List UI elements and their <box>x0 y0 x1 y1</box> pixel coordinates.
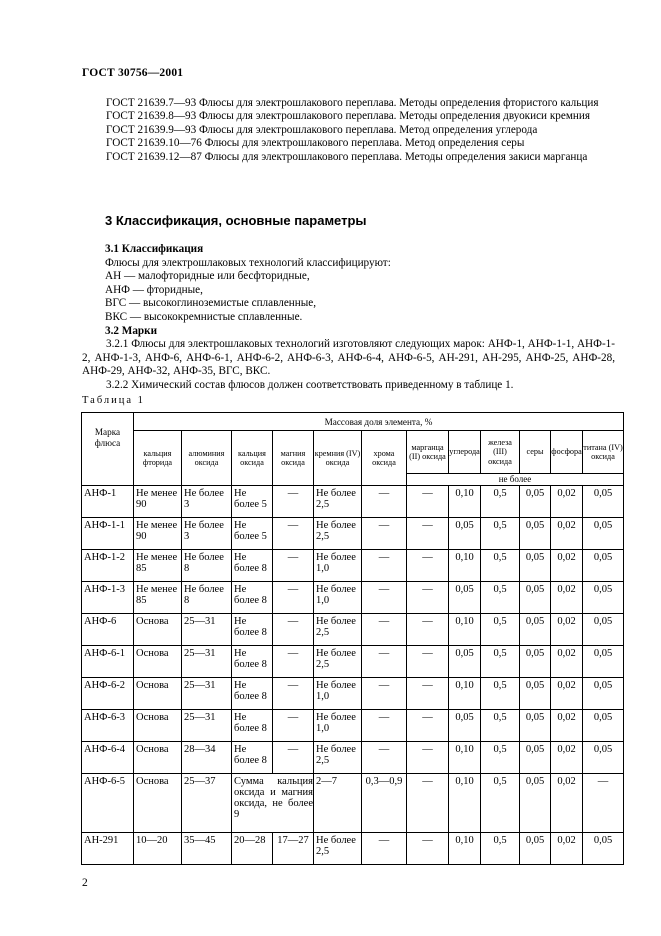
table-cell: Не более 8 <box>232 710 273 742</box>
table-cell: — <box>407 678 449 710</box>
cell-mark: АНФ-1-3 <box>82 582 134 614</box>
table-cell: 0,10 <box>449 550 481 582</box>
table-cell: Не более 2,5 <box>314 614 362 646</box>
composition-table <box>81 412 624 865</box>
table-cell: — <box>362 678 407 710</box>
table-cell: Не более 8 <box>232 646 273 678</box>
cell-mark: АНФ-1-1 <box>82 518 134 550</box>
list-item: АН — малофторидные или бесфторидные, <box>105 270 310 283</box>
table-cell: — <box>407 486 449 518</box>
table-cell: Основа <box>134 614 182 646</box>
reference-item: ГОСТ 21639.10—76 Флюсы для электрошлакового переплава. Метод определения серы <box>106 137 525 150</box>
paragraph: 3.2.1 Флюсы для электрошлаковых технологий изготовляют следующих марок: АНФ-1, АНФ-1-1, АНФ-1-2, АНФ-1-3, АНФ-6, АНФ-6-1, АНФ-6-2, АНФ-6-3, АНФ-6-4, АНФ-6-5, АН-291, АН-295, АНФ-25, АНФ-28, АНФ-29, АНФ-32, АНФ-35, ВГС, ВКС. <box>82 338 615 378</box>
table-cell: 0,02 <box>551 710 583 742</box>
table-cell: 0,05 <box>520 582 551 614</box>
table-cell: Не более 2,5 <box>314 742 362 774</box>
table-cell: — <box>273 710 314 742</box>
table-cell: 0,02 <box>551 833 583 865</box>
table-cell: 0,05 <box>449 710 481 742</box>
table-cell: 0,05 <box>520 518 551 550</box>
table-cell: — <box>362 582 407 614</box>
table-cell: — <box>273 550 314 582</box>
table-cell: Не менее 85 <box>134 582 182 614</box>
table-cell: 0,05 <box>583 518 624 550</box>
column-header: алюминия оксида <box>182 431 232 486</box>
table-row <box>82 646 624 678</box>
cell-mark: АНФ-6-2 <box>82 678 134 710</box>
table-cell: 0,5 <box>481 833 520 865</box>
table-cell: Не более 2,5 <box>314 486 362 518</box>
table-cell: 0,02 <box>551 774 583 833</box>
column-header: фосфора <box>551 431 583 474</box>
table-cell: — <box>273 518 314 550</box>
table-cell: 0,05 <box>520 614 551 646</box>
table-cell: — <box>362 486 407 518</box>
list-item: АНФ — фторидные, <box>105 283 203 296</box>
page-header: ГОСТ 30756—2001 <box>82 67 184 79</box>
column-header: марганца (II) оксида <box>407 431 449 474</box>
table-cell: — <box>362 833 407 865</box>
table-cell: 0,10 <box>449 774 481 833</box>
table-cell: 0,02 <box>551 614 583 646</box>
table-cell: 0,5 <box>481 614 520 646</box>
table-cell: 0,05 <box>520 550 551 582</box>
table-cell: 0,05 <box>449 518 481 550</box>
table-cell: 0,05 <box>449 646 481 678</box>
table-cell: 0,05 <box>583 486 624 518</box>
subsection-title: 3.1 Классификация <box>105 243 204 255</box>
cell-mark: АН-291 <box>82 833 134 865</box>
table-row <box>82 678 624 710</box>
table-row <box>82 614 624 646</box>
reference-item: ГОСТ 21639.12—87 Флюсы для электрошлакового переплава. Методы определения закиси марганца <box>106 150 588 163</box>
table-cell: — <box>273 646 314 678</box>
table-cell: Не более 1,0 <box>314 550 362 582</box>
table-cell: — <box>407 833 449 865</box>
table-cell: Не более 8 <box>182 550 232 582</box>
table-cell: 0,5 <box>481 742 520 774</box>
paragraph: Флюсы для электрошлаковых технологий классифицируют: <box>105 256 391 269</box>
column-header: кремния (IV) оксида <box>314 431 362 486</box>
table-cell: 25—31 <box>182 678 232 710</box>
table-cell: Не менее 90 <box>134 518 182 550</box>
table-cell: 0,05 <box>583 710 624 742</box>
table-cell: Основа <box>134 774 182 833</box>
table-cell: Не более 3 <box>182 486 232 518</box>
table-cell: 0,10 <box>449 833 481 865</box>
reference-item: ГОСТ 21639.9—93 Флюсы для электрошлакового переплава. Метод определения углерода <box>106 123 538 136</box>
table-cell: 25—31 <box>182 646 232 678</box>
table-cell: 0,05 <box>520 710 551 742</box>
table-cell: — <box>407 774 449 833</box>
table-cell: 35—45 <box>182 833 232 865</box>
table-cell: 2—7 <box>314 774 362 833</box>
reference-item: ГОСТ 21639.7—93 Флюсы для электрошлакового переплава. Методы определения фтористого кальция <box>106 97 599 109</box>
table-cell: Основа <box>134 646 182 678</box>
table-cell: Не более 3 <box>182 518 232 550</box>
table-cell: — <box>407 518 449 550</box>
table-cell: 0,05 <box>583 742 624 774</box>
table-cell: — <box>362 550 407 582</box>
cell-mark: АНФ-6-3 <box>82 710 134 742</box>
table-cell: 0,10 <box>449 486 481 518</box>
table-cell: — <box>407 646 449 678</box>
table-cell: 0,05 <box>520 646 551 678</box>
table-row <box>82 774 624 833</box>
table-cell: Не более 1,0 <box>314 678 362 710</box>
table-cell: 0,02 <box>551 646 583 678</box>
table-cell: Не более 5 <box>232 486 273 518</box>
cell-mark: АНФ-6-1 <box>82 646 134 678</box>
table-row <box>82 833 624 865</box>
table-cell: 0,5 <box>481 646 520 678</box>
table-cell: 0,05 <box>583 678 624 710</box>
table-cell: Основа <box>134 710 182 742</box>
list-item: ВКС — высококремнистые сплавленные. <box>105 310 303 323</box>
table-cell: Основа <box>134 742 182 774</box>
table-cell: Не более 8 <box>232 614 273 646</box>
table-row <box>82 742 624 774</box>
table-cell: — <box>407 710 449 742</box>
column-header: кальция оксида <box>232 431 273 486</box>
table-cell: Не менее 85 <box>134 550 182 582</box>
cell-mark: АНФ-1-2 <box>82 550 134 582</box>
table-cell: 25—31 <box>182 614 232 646</box>
table-cell: Не более 2,5 <box>314 518 362 550</box>
reference-item: ГОСТ 21639.8—93 Флюсы для электрошлакового переплава. Методы определения двуокиси кремния <box>106 110 591 123</box>
table-cell: 0,05 <box>520 678 551 710</box>
table-row <box>82 518 624 550</box>
classification-block <box>105 243 615 338</box>
table-cell: 0,02 <box>551 678 583 710</box>
table-label: Таблица 1 <box>82 395 145 406</box>
table-cell: Не более 1,0 <box>314 582 362 614</box>
table-cell: Не более 5 <box>232 518 273 550</box>
table-cell: Не более 8 <box>232 678 273 710</box>
table-cell: — <box>407 614 449 646</box>
table-cell: 0,5 <box>481 486 520 518</box>
table-cell: 0,5 <box>481 774 520 833</box>
table-cell: 10—20 <box>134 833 182 865</box>
table-cell: 17—27 <box>273 833 314 865</box>
table-cell: 0,05 <box>520 833 551 865</box>
table-row <box>82 710 624 742</box>
marks-block <box>82 338 615 392</box>
table-cell: — <box>583 774 624 833</box>
table-cell-merged: Сумма кальция оксида и магния оксида, не более 9 <box>232 774 314 833</box>
table-cell: Не более 2,5 <box>314 833 362 865</box>
table-cell: — <box>362 614 407 646</box>
table-cell: 0,10 <box>449 614 481 646</box>
table-cell: 0,05 <box>583 582 624 614</box>
table-cell: 0,5 <box>481 550 520 582</box>
table-cell: Не менее 90 <box>134 486 182 518</box>
table-cell: — <box>362 646 407 678</box>
table-cell: — <box>407 742 449 774</box>
table-cell: — <box>362 518 407 550</box>
table-cell: 0,5 <box>481 582 520 614</box>
table-cell: 0,10 <box>449 678 481 710</box>
table-cell: 0,05 <box>520 486 551 518</box>
table-cell: 0,02 <box>551 518 583 550</box>
table-cell: 25—37 <box>182 774 232 833</box>
table-cell: Не более 8 <box>182 582 232 614</box>
header-mark: Марка флюса <box>82 413 134 486</box>
table-cell: 0,02 <box>551 550 583 582</box>
header-mass-fraction: Массовая доля элемента, % <box>134 413 624 431</box>
header-not-more: не более <box>407 474 624 486</box>
table-cell: Не более 1,0 <box>314 710 362 742</box>
column-header: углерода <box>449 431 481 474</box>
table-cell: Не более 8 <box>232 582 273 614</box>
table-cell: — <box>407 582 449 614</box>
table-cell: — <box>362 710 407 742</box>
cell-mark: АНФ-6-5 <box>82 774 134 833</box>
table-row <box>82 550 624 582</box>
table-cell: — <box>273 582 314 614</box>
list-item: ВГС — высокоглиноземистые сплавленные, <box>105 297 317 310</box>
table-cell: — <box>273 742 314 774</box>
column-header: титана (IV) оксида <box>583 431 624 474</box>
table-row <box>82 582 624 614</box>
table-cell: — <box>362 742 407 774</box>
table-cell: 0,05 <box>520 742 551 774</box>
column-header: серы <box>520 431 551 474</box>
cell-mark: АНФ-6-4 <box>82 742 134 774</box>
table-cell: 0,10 <box>449 742 481 774</box>
table-cell: 0,02 <box>551 486 583 518</box>
table-cell: 0,05 <box>583 833 624 865</box>
column-header: железа (III) оксида <box>481 431 520 474</box>
normative-references <box>82 97 615 164</box>
column-header: кальция фторида <box>134 431 182 486</box>
cell-mark: АНФ-1 <box>82 486 134 518</box>
table-cell: 0,05 <box>449 582 481 614</box>
table-row <box>82 486 624 518</box>
cell-mark: АНФ-6 <box>82 614 134 646</box>
table-cell: — <box>273 678 314 710</box>
section-title: 3 Классификация, основные параметры <box>105 213 367 228</box>
table-cell: Не более 8 <box>232 742 273 774</box>
table-cell: — <box>407 550 449 582</box>
table-cell: 0,05 <box>520 774 551 833</box>
table-cell: 0,05 <box>583 646 624 678</box>
table-cell: Не более 2,5 <box>314 646 362 678</box>
table-cell: 0,3—0,9 <box>362 774 407 833</box>
table-cell: 0,02 <box>551 742 583 774</box>
table-cell: 25—31 <box>182 710 232 742</box>
table-cell: 0,05 <box>583 550 624 582</box>
column-header: хрома оксида <box>362 431 407 486</box>
page-number: 2 <box>82 877 88 889</box>
table-cell: 0,5 <box>481 518 520 550</box>
subsection-title: 3.2 Марки <box>105 324 158 337</box>
table-cell: — <box>273 486 314 518</box>
table-cell: — <box>273 614 314 646</box>
table-cell: 28—34 <box>182 742 232 774</box>
column-header: магния оксида <box>273 431 314 486</box>
table-cell: 0,5 <box>481 678 520 710</box>
table-cell: 0,5 <box>481 710 520 742</box>
paragraph: 3.2.2 Химический состав флюсов должен соответствовать приведенному в таблице 1. <box>106 378 514 391</box>
table-cell: Основа <box>134 678 182 710</box>
table-cell: Не более 8 <box>232 550 273 582</box>
table-cell: 0,02 <box>551 582 583 614</box>
table-cell: 20—28 <box>232 833 273 865</box>
table-cell: 0,05 <box>583 614 624 646</box>
